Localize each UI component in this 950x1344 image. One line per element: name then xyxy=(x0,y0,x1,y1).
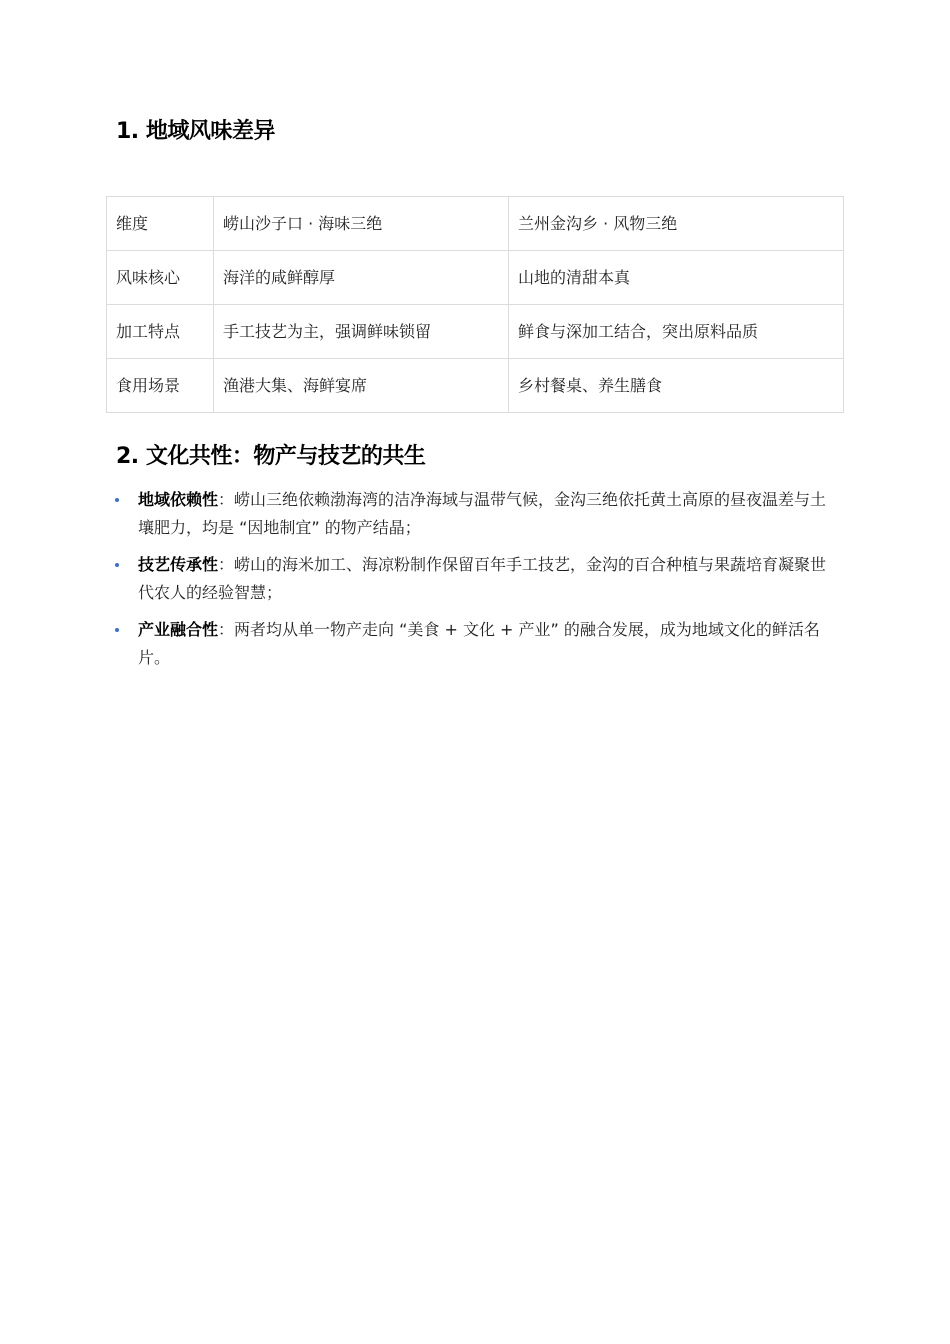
comparison-table xyxy=(106,196,844,413)
bullet-dot-icon xyxy=(115,628,119,632)
list-item-term: 技艺传承性 xyxy=(138,555,219,574)
table-cell-laoshan: 渔港大集、海鲜宴席 xyxy=(214,359,509,413)
bullet-dot-icon xyxy=(115,563,119,567)
table-cell-laoshan: 手工技艺为主，强调鲜味锁留 xyxy=(214,305,509,359)
table-cell-jingou: 兰州金沟乡 · 风物三绝 xyxy=(509,197,844,251)
bullet-dot-icon xyxy=(115,498,119,502)
list-item-text: ：崂山三绝依赖渤海湾的洁净海域与温带气候，金沟三绝依托黄土高原的昼夜温差与土壤肥力，均是 “因地制宜” 的物产结晶； xyxy=(138,490,827,537)
table-cell-dimension: 加工特点 xyxy=(107,305,214,359)
list-item-term: 地域依赖性 xyxy=(138,490,219,509)
list-item-text: ：两者均从单一物产走向 “美食 + 文化 + 产业” 的融合发展，成为地域文化的鲜活名片。 xyxy=(138,620,820,667)
list-item xyxy=(106,486,836,542)
table-cell-dimension: 食用场景 xyxy=(107,359,214,413)
list-item-term: 产业融合性 xyxy=(138,620,219,639)
table-row xyxy=(107,197,844,251)
table-cell-laoshan: 海洋的咸鲜醇厚 xyxy=(214,251,509,305)
commonality-list xyxy=(106,486,836,681)
table-cell-jingou: 山地的清甜本真 xyxy=(509,251,844,305)
list-item xyxy=(106,616,836,672)
table-cell-dimension: 风味核心 xyxy=(107,251,214,305)
list-item-text: ：崂山的海米加工、海凉粉制作保留百年手工技艺，金沟的百合种植与果蔬培育凝聚世代农人的经验智慧； xyxy=(138,555,827,602)
list-item xyxy=(106,551,836,607)
table-cell-jingou: 乡村餐桌、养生膳食 xyxy=(509,359,844,413)
section-heading-regional-flavor: 1. 地域风味差异 xyxy=(116,119,275,144)
table-cell-laoshan: 崂山沙子口 · 海味三绝 xyxy=(214,197,509,251)
table-row xyxy=(107,251,844,305)
table-cell-jingou: 鲜食与深加工结合，突出原料品质 xyxy=(509,305,844,359)
table-cell-dimension: 维度 xyxy=(107,197,214,251)
table-row xyxy=(107,359,844,413)
table-row xyxy=(107,305,844,359)
section-heading-cultural-commonality: 2. 文化共性：物产与技艺的共生 xyxy=(116,444,426,469)
